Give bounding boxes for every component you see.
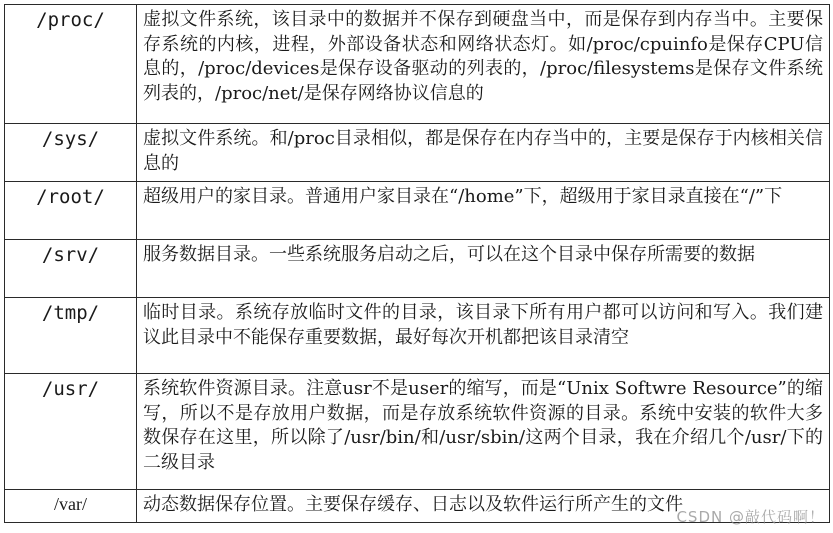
- path-cell: /tmp/: [5, 298, 137, 374]
- table-row: [5, 182, 830, 240]
- description-cell: 临时目录。系统存放临时文件的目录，该目录下所有用户都可以访问和写入。我们建议此目录中不能保存重要数据，最好每次开机都把该目录清空: [137, 298, 830, 374]
- description-cell: 虚拟文件系统，该目录中的数据并不保存到硬盘当中，而是保存到内存当中。主要保存系统的内核，进程，外部设备状态和网络状态灯。如/proc/cpuinfo是保存CPU信息的，/proc/devices是保存设备驱动的列表的，/proc/filesystems是保存文件系统列表的，/proc/net/是保存网络协议信息的: [137, 5, 830, 124]
- path-cell: /srv/: [5, 240, 137, 298]
- path-cell: /var/: [5, 490, 137, 523]
- description-cell: 服务数据目录。一些系统服务启动之后，可以在这个目录中保存所需要的数据: [137, 240, 830, 298]
- table-row: [5, 240, 830, 298]
- description-cell: 系统软件资源目录。注意usr不是user的缩写，而是“Unix Softwre Resource”的缩写，所以不是存放用户数据，而是存放系统软件资源的目录。系统中安装的软件大多数保存在这里，所以除了/usr/bin/和/usr/sbin/这两个目录，我在介绍几个/usr/下的二级目录: [137, 374, 830, 490]
- description-cell: 虚拟文件系统。和/proc目录相似，都是保存在内存当中的，主要是保存于内核相关信息的: [137, 124, 830, 182]
- directory-table: [4, 4, 830, 523]
- table-row: [5, 298, 830, 374]
- path-cell: /proc/: [5, 5, 137, 124]
- table-row: [5, 374, 830, 490]
- description-cell: 动态数据保存位置。主要保存缓存、日志以及软件运行所产生的文件: [137, 490, 830, 523]
- watermark: CSDN @敲代码啊！: [676, 508, 825, 526]
- path-cell: /usr/: [5, 374, 137, 490]
- path-cell: /root/: [5, 182, 137, 240]
- table-row: [5, 124, 830, 182]
- path-cell: /sys/: [5, 124, 137, 182]
- table-row: [5, 5, 830, 124]
- description-cell: 超级用户的家目录。普通用户家目录在“/home”下，超级用于家目录直接在“/”下: [137, 182, 830, 240]
